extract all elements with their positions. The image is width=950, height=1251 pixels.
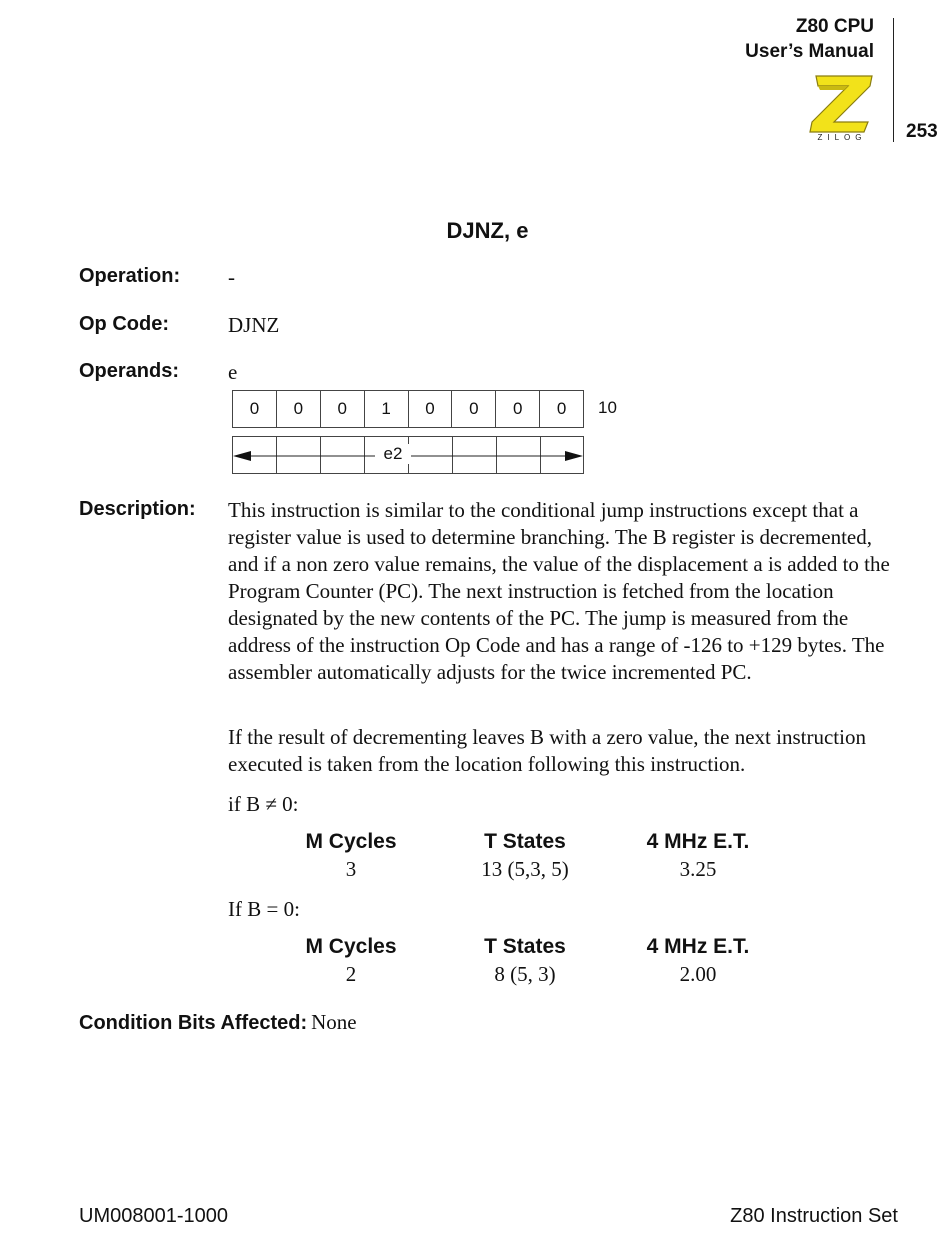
manual-title-line2: User’s Manual bbox=[745, 41, 874, 62]
et-header: 4 MHz E.T. bbox=[646, 830, 750, 853]
t-states-value: 8 (5, 3) bbox=[494, 962, 556, 986]
displacement-field bbox=[232, 436, 584, 474]
description-para1 bbox=[228, 497, 896, 686]
condition-bits-value: None bbox=[311, 1010, 357, 1034]
bit-cell: 0 bbox=[409, 391, 453, 427]
bit-cell: 0 bbox=[556, 399, 567, 418]
et-header: 4 MHz E.T. bbox=[646, 935, 750, 958]
logo-text: ZILOG bbox=[817, 133, 867, 142]
manual-title-line1: Z80 CPU bbox=[795, 16, 874, 37]
bit-cell: 0 bbox=[321, 391, 365, 427]
description-para2 bbox=[228, 724, 896, 778]
m-cycles-value: 3 bbox=[345, 857, 357, 881]
page-number: 253 bbox=[906, 121, 938, 142]
t-states-header: T States bbox=[484, 830, 566, 853]
t-states-value: 13 (5,3, 5) bbox=[481, 857, 569, 881]
displacement-label: e2 bbox=[375, 444, 411, 464]
description-text: This instruction is similar to the conditional jump instructions except that a register value is used to determine branching. The B register is decremented, and if a non zero value remains, the value of the displacement a is added to the Program Counter (PC). The next instruction is fetched from the location designated by the new contents of the PC. The jump is measured from the address of the instruction Op Code and has a range of -126 to +129 bytes. The assembler automatically adjusts for the twice incremented PC. bbox=[228, 498, 890, 684]
et-value: 3.25 bbox=[679, 857, 717, 881]
case2-label: If B = 0: bbox=[228, 897, 300, 921]
t-states-header: T States bbox=[484, 935, 566, 958]
m-cycles-value: 2 bbox=[345, 962, 357, 986]
bit-cell: 0 bbox=[233, 391, 277, 427]
operation-value: - bbox=[228, 265, 235, 289]
m-cycles-header: M Cycles bbox=[305, 935, 397, 958]
bit-cell: 1 bbox=[365, 391, 409, 427]
bit-cell: 0 bbox=[496, 391, 540, 427]
description-text: If the result of decrementing leaves B with a zero value, the next instruction executed is taken from the location following this instruction. bbox=[228, 725, 866, 776]
bit-cell: 0 bbox=[452, 391, 496, 427]
footer-document-id: UM008001-1000 bbox=[79, 1205, 228, 1227]
description-label: Description: bbox=[79, 498, 196, 520]
instruction-title: DJNZ, e bbox=[446, 218, 529, 243]
operation-label: Operation: bbox=[79, 265, 181, 287]
operands-value: e bbox=[228, 360, 238, 384]
condition-bits-row bbox=[79, 1010, 357, 1035]
opcode-label: Op Code: bbox=[79, 313, 169, 335]
zilog-logo bbox=[806, 72, 878, 142]
m-cycles-header: M Cycles bbox=[305, 830, 397, 853]
radix-label: 10 bbox=[598, 398, 617, 417]
condition-bits-label: Condition Bits Affected: bbox=[79, 1012, 308, 1034]
opcode-bit-field bbox=[232, 390, 584, 428]
header-divider bbox=[893, 18, 894, 142]
opcode-value: DJNZ bbox=[228, 313, 280, 337]
footer-section-name: Z80 Instruction Set bbox=[730, 1205, 898, 1227]
et-value: 2.00 bbox=[679, 962, 717, 986]
bit-cell: 0 bbox=[277, 391, 321, 427]
operands-label: Operands: bbox=[79, 360, 180, 382]
case1-label: if B ≠ 0: bbox=[228, 792, 299, 816]
